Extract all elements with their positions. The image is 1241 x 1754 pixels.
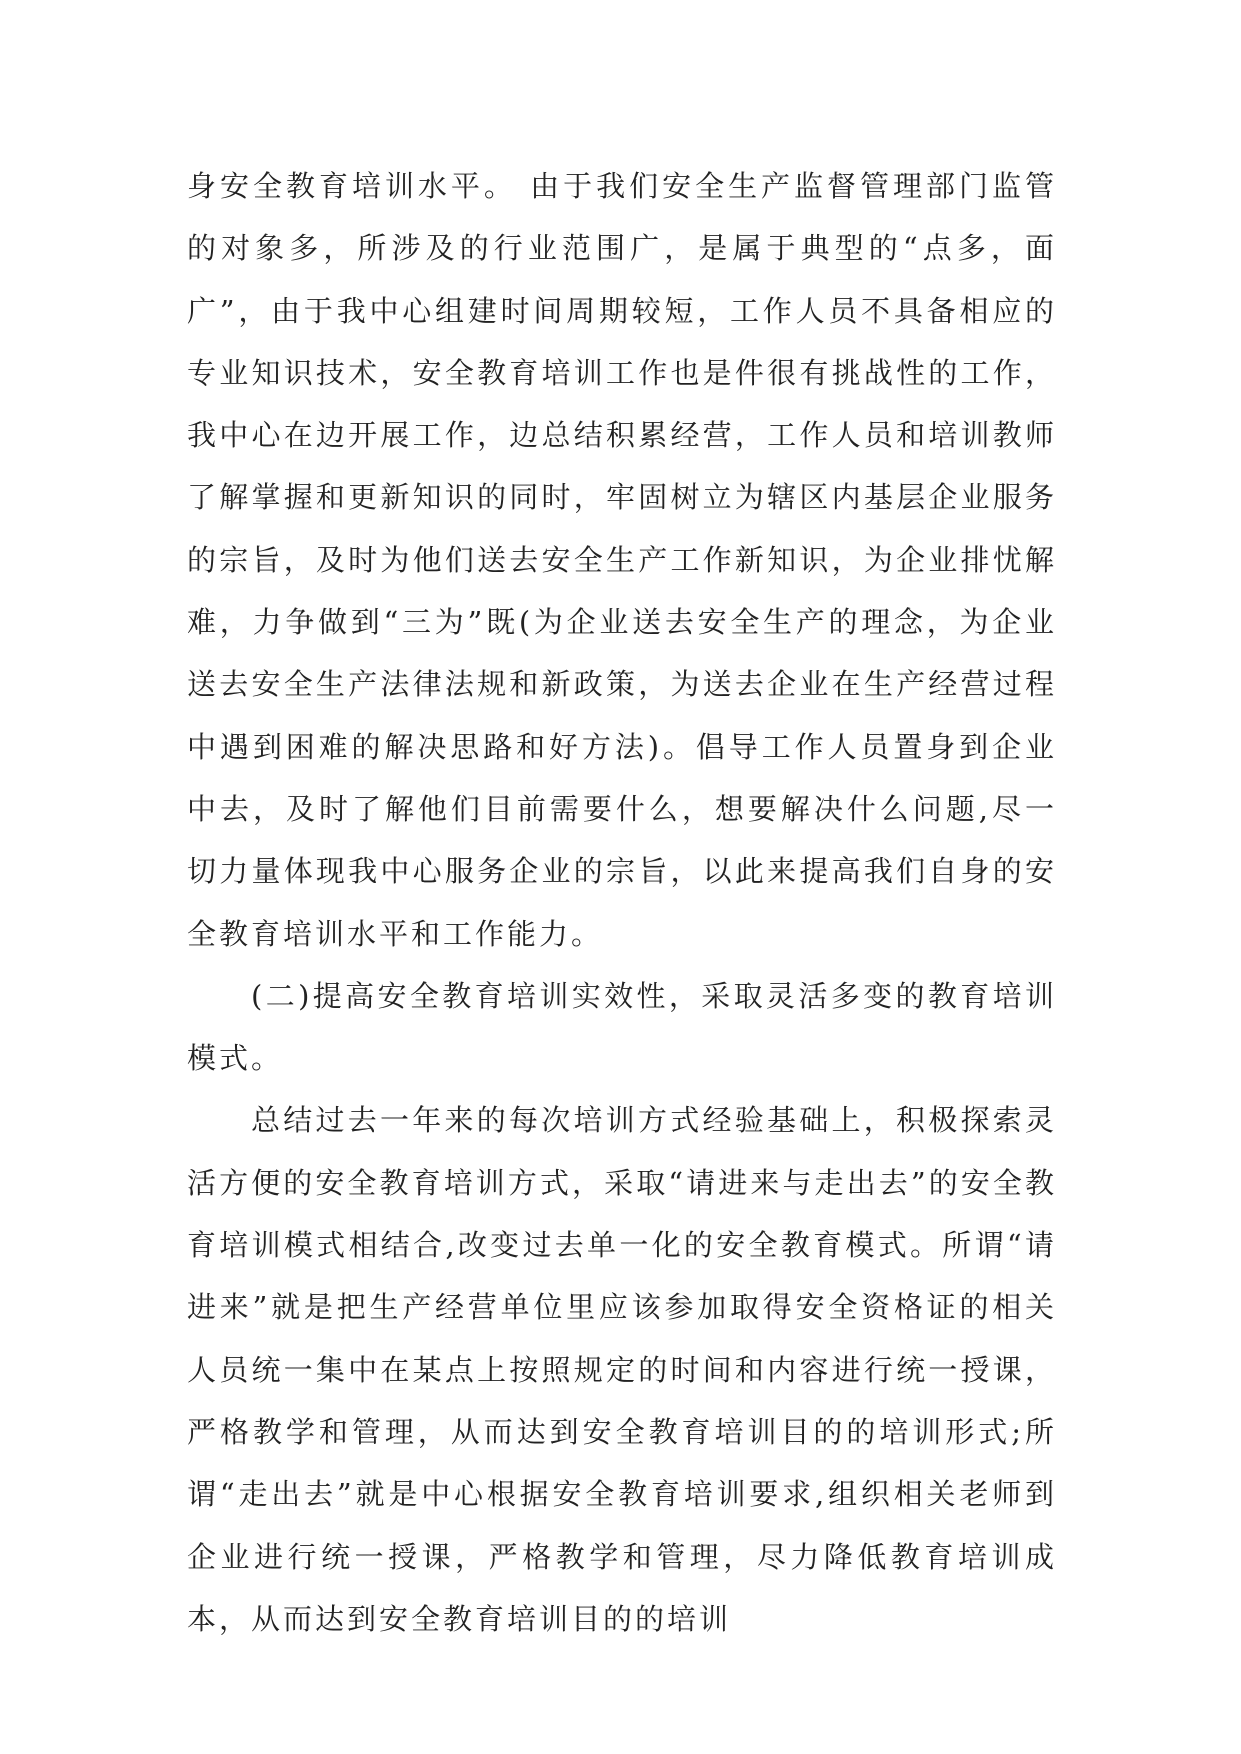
document-body xyxy=(187,155,1057,1650)
paragraph-training-mode: 总结过去一年来的每次培训方式经验基础上，积极探索灵活方便的安全教育培训方式，采取“请进来与走出去”的安全教育培训模式相结合,改变过去单一化的安全教育模式。所谓“请进来”就是把生产经营单位里应该参加取得安全资格证的相关人员统一集中在某点上按照规定的时间和内容进行统一授课，严格教学和管理，从而达到安全教育培训目的的培训形式;所谓“走出去”就是中心根据安全教育培训要求,组织相关老师到企业进行统一授课，严格教学和管理，尽力降低教育培训成本，从而达到安全教育培训目的的培训 xyxy=(187,1103,1057,1636)
section-heading-2: (二)提高安全教育培训实效性，采取灵活多变的教育培训模式。 xyxy=(187,978,1057,1076)
paragraph-continuation: 身安全教育培训水平。 由于我们安全生产监督管理部门监管的对象多，所涉及的行业范围广，是属于典型的“点多，面广”，由于我中心组建时间周期较短，工作人员不具备相应的专业知识技术，安全教育培训工作也是件很有挑战性的工作，我中心在边开展工作，边总结积累经营，工作人员和培训教师了解掌握和更新知识的同时，牢固树立为辖区内基层企业服务的宗旨，及时为他们送去安全生产工作新知识，为企业排忧解难，力争做到“三为”既(为企业送去安全生产的理念，为企业送去安全生产法律法规和新政策，为送去企业在生产经营过程中遇到困难的解决思路和好方法)。倡导工作人员置身到企业中去，及时了解他们目前需要什么，想要解决什么问题,尽一切力量体现我中心服务企业的宗旨，以此来提高我们自身的安全教育培训水平和工作能力。 xyxy=(187,169,1057,951)
